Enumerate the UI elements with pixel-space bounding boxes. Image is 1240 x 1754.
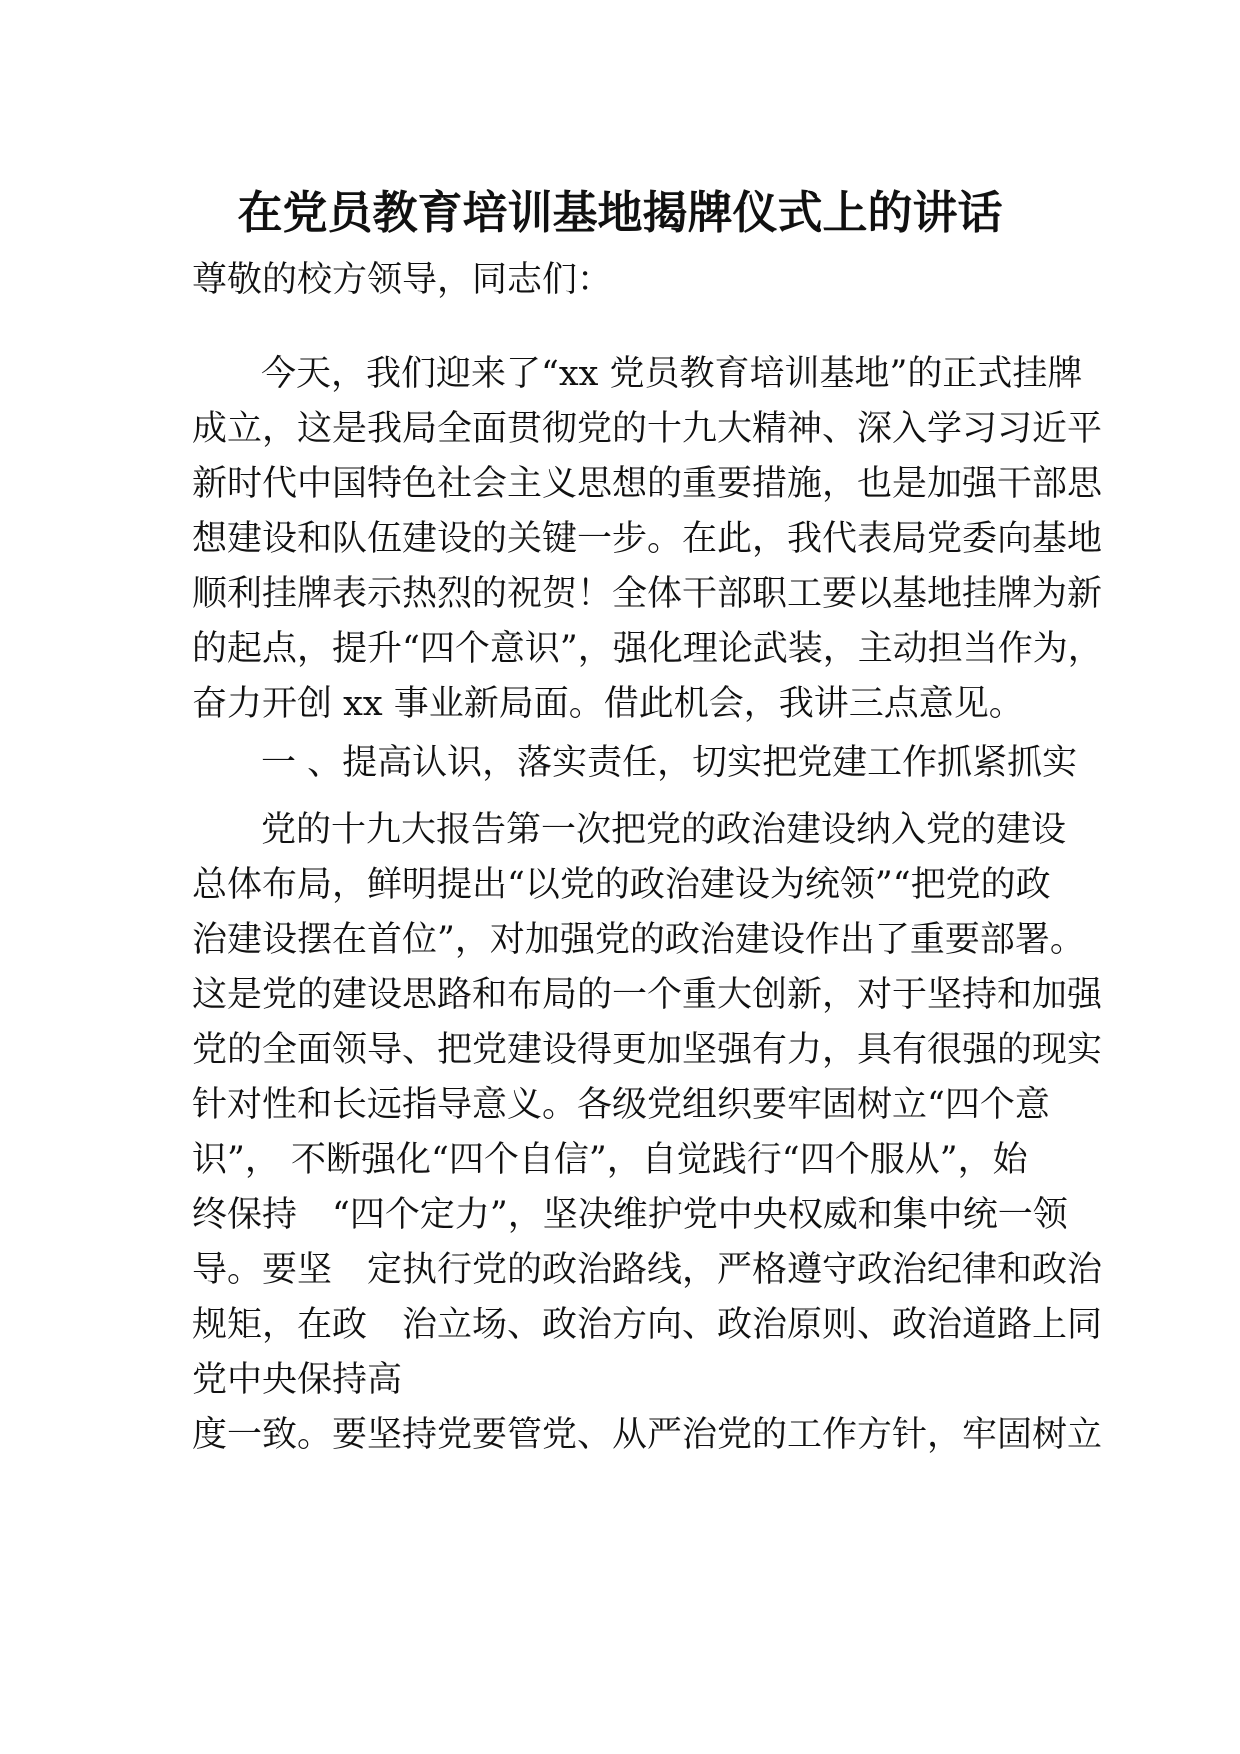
body-line-1: 今天，我们迎来了“xx 党员教育培训基地”的正式挂牌: [261, 354, 1083, 394]
body-line-17: 规矩，在政 治立场、政治方向、政治原则、政治道路上同: [192, 1305, 1103, 1345]
body-line-9: 总体布局，鲜明提出“以党的政治建设为统领”“把党的政: [192, 865, 1051, 905]
section-heading-1: 一 、提高认识，落实责任，切实把党建工作抓紧抓实: [261, 743, 1078, 783]
body-line-5: 顺利挂牌表示热烈的祝贺！全体干部职工要以基地挂牌为新: [192, 574, 1103, 614]
salutation: 尊敬的校方领导，同志们：: [192, 260, 613, 300]
body-line-13: 针对性和长远指导意义。各级党组织要牢固树立“四个意: [192, 1085, 1050, 1125]
body-line-19: 度一致。要坚持党要管党、从严治党的工作方针，牢固树立: [192, 1415, 1103, 1455]
body-line-10: 治建设摆在首位”，对加强党的政治建设作出了重要部署。: [192, 920, 1085, 960]
body-line-15: 终保持 “四个定力”，坚决维护党中央权威和集中统一领: [192, 1195, 1068, 1235]
body-line-18: 党中央保持高: [192, 1360, 403, 1400]
body-line-7: 奋力开创 xx 事业新局面。借此机会，我讲三点意见。: [192, 684, 1024, 724]
body-line-2: 成立，这是我局全面贯彻党的十九大精神、深入学习习近平: [192, 409, 1103, 449]
body-line-12: 党的全面领导、把党建设得更加坚强有力，具有很强的现实: [192, 1030, 1103, 1070]
document-title: 在党员教育培训基地揭牌仪式上的讲话: [237, 186, 1003, 239]
body-line-3: 新时代中国特色社会主义思想的重要措施，也是加强干部思: [192, 464, 1103, 504]
body-line-4: 想建设和队伍建设的关键一步。在此，我代表局党委向基地: [192, 519, 1103, 559]
body-line-8: 党的十九大报告第一次把党的政治建设纳入党的建设: [261, 810, 1067, 850]
body-line-11: 这是党的建设思路和布局的一个重大创新，对于坚持和加强: [192, 975, 1103, 1015]
body-line-14: 识”， 不断强化“四个自信”，自觉践行“四个服从”，始: [192, 1140, 1028, 1180]
body-line-6: 的起点，提升“四个意识”，强化理论武装，主动担当作为，: [192, 629, 1103, 669]
body-line-16: 导。要坚 定执行党的政治路线，严格遵守政治纪律和政治: [192, 1250, 1103, 1290]
